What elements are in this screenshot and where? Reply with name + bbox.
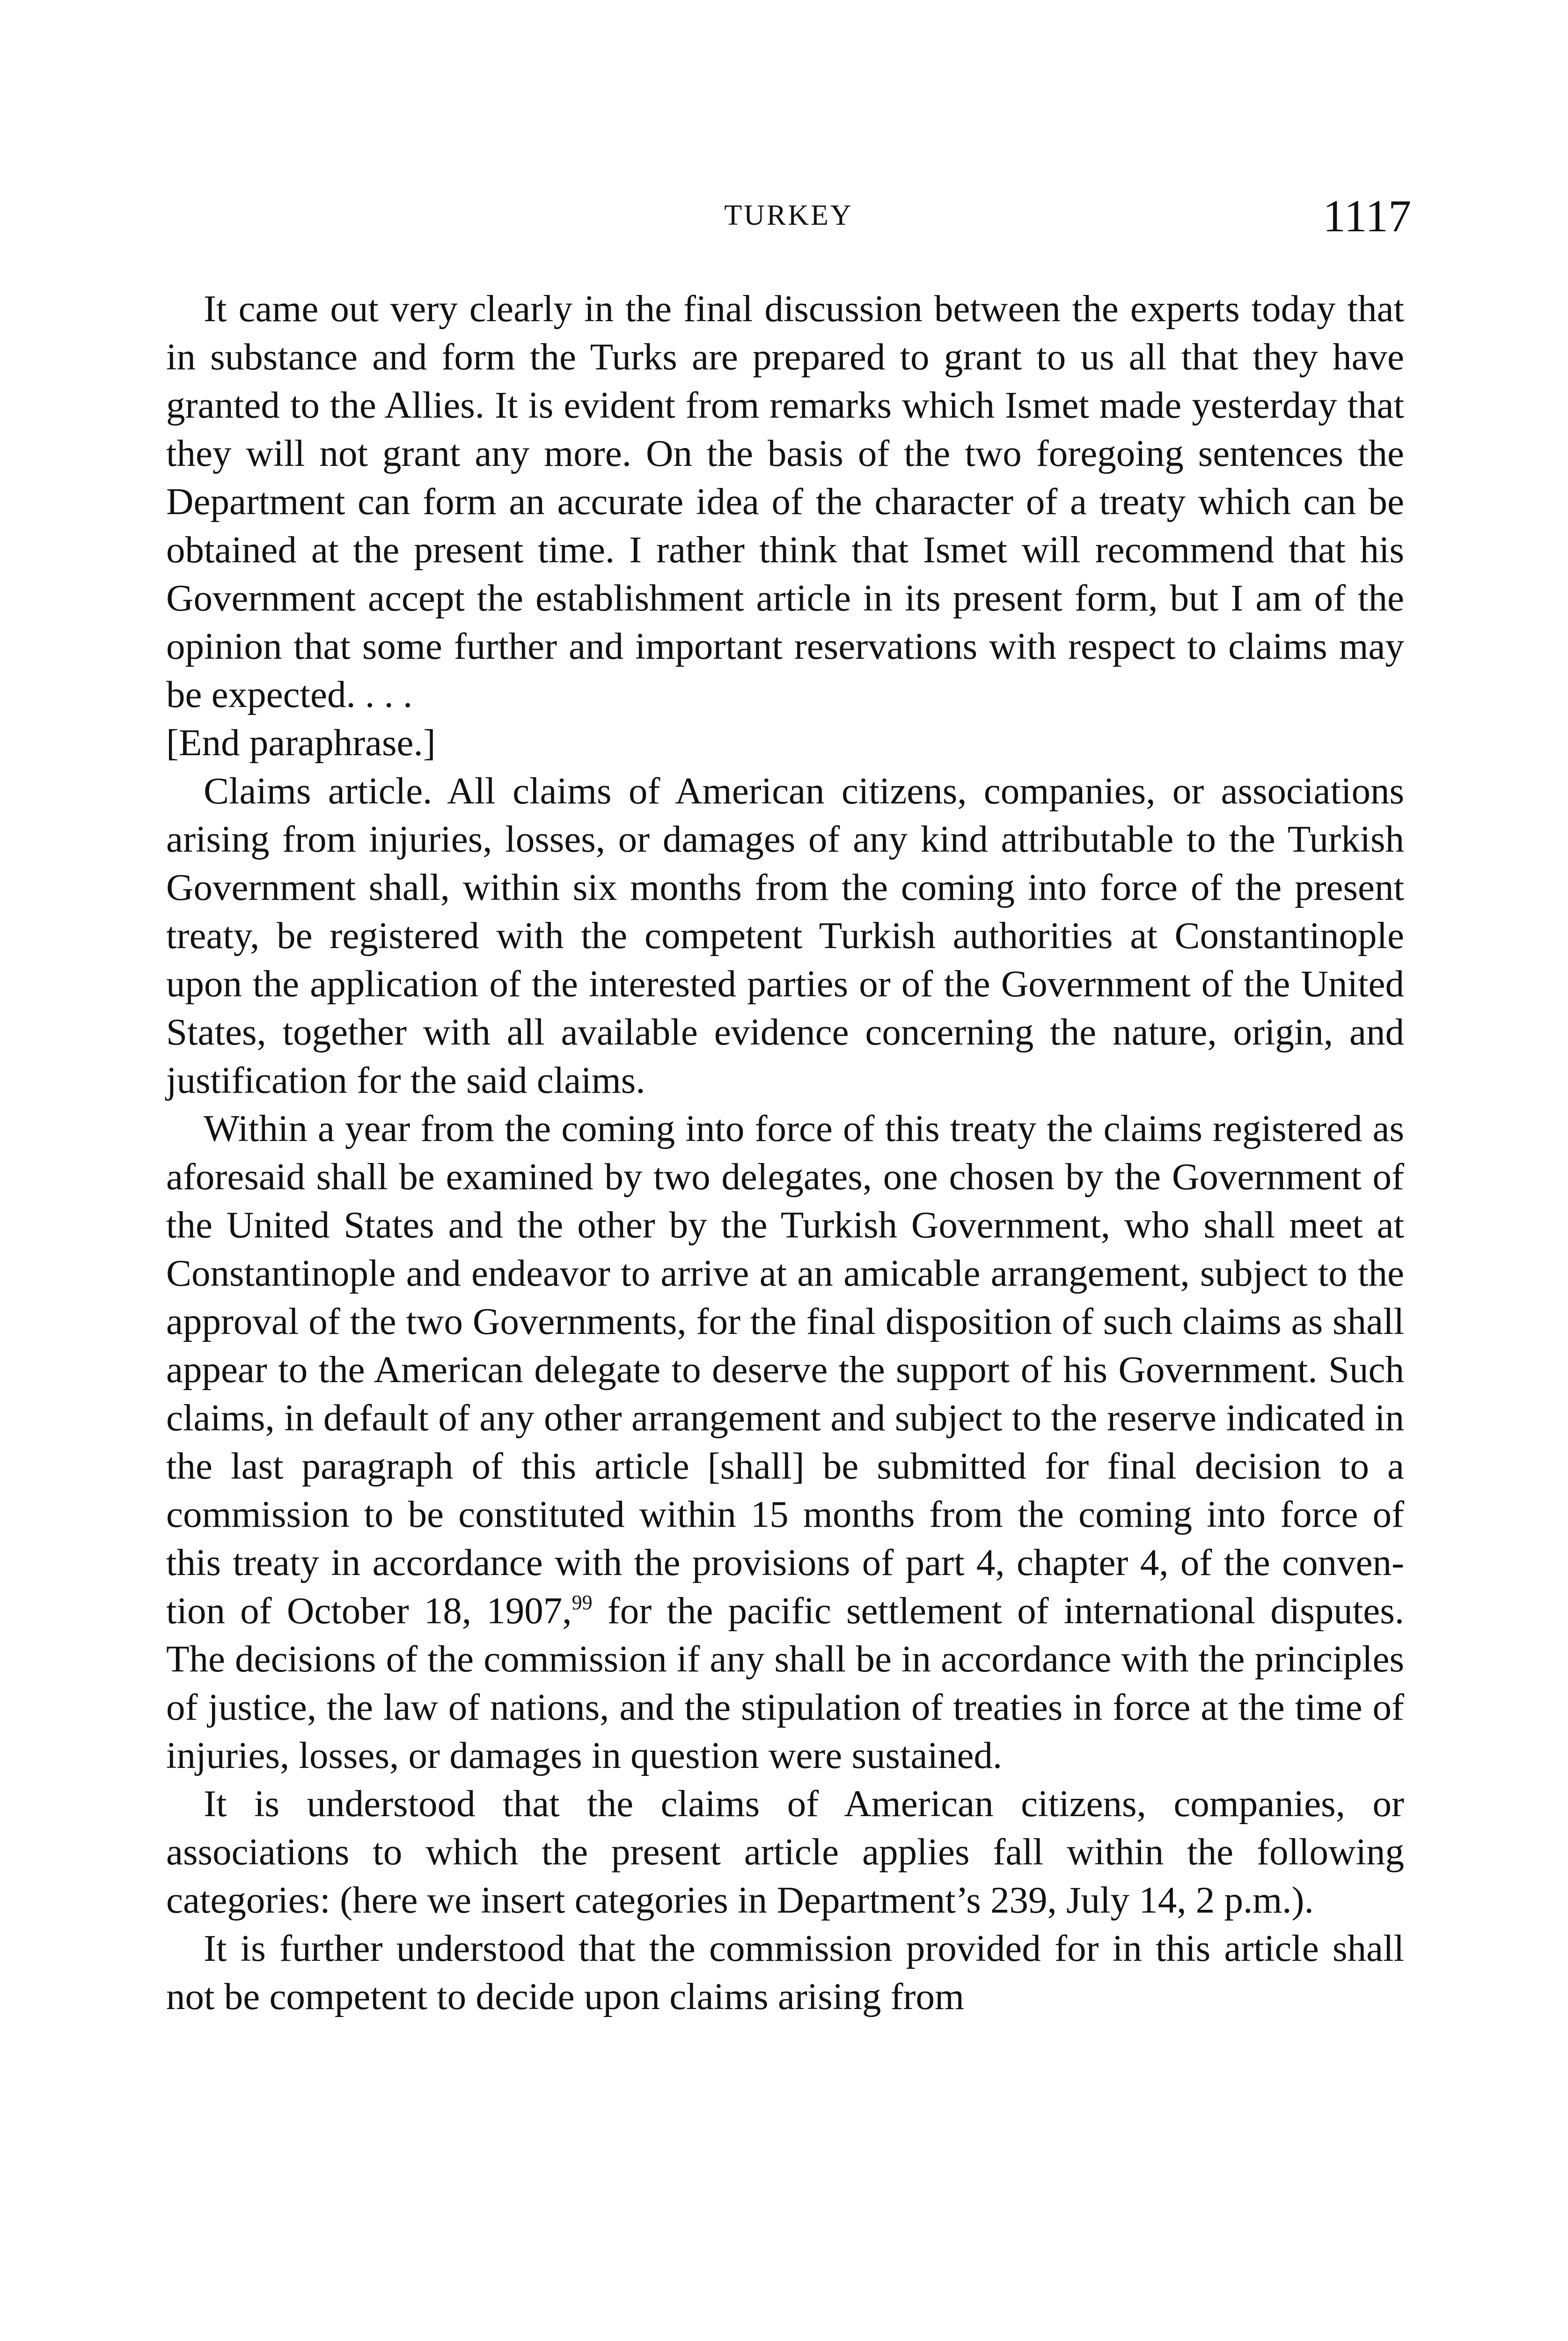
running-head bbox=[166, 191, 1411, 253]
paragraph-claims-examination-part-a: Within a year from the coming into force of this treaty the claims registered as aforesaid shall be examined by two delegates, one chosen by the Government of the United States and the other by the Turkish Government, who shall meet at Constantinople and endeavor to arrive at an amicable arrangement, subject to the approval of the two Governments, for the final disposition of such claims as shall appear to the American delegate to deserve the support of his Government. Such claims, in default of any other arrangement and subject to the reserve indicated in the last paragraph of this article [shall] be submitted for final decision to a commission to be constituted within 15 months from the coming into force of this treaty in accordance with the provisions of part 4, chapter 4, of the convention of October 18, 1907, bbox=[166, 1107, 1404, 1632]
page-number: 1117 bbox=[1323, 191, 1411, 242]
paragraph-claims-categories: It is understood that the claims of American citizens, companies, or associations to which the present article applies fall within the following categories: (here we insert categories in Department’s 239, July 14, 2 p.m.). bbox=[166, 1782, 1404, 1921]
paragraph-claims-examination-part-b: for the pacific settlement of international disputes. The decisions of the commission if any shall be in accordance with the principles of justice, the law of nations, and the stipulation of treaties in force at the time of injuries, losses, or damages in question were sustained. bbox=[166, 1590, 1405, 1776]
paragraph-claims-article: Claims article. All claims of American citizens, companies, or associations arising from injuries, losses, or damages of any kind attributable to the Turkish Government shall, within six months from the coming into force of the present treaty, be registered with the competent Turkish authorities at Constantinople upon the application of the interested parties or of the Government of the United States, together with all available evidence concerning the nature, origin, and justification for the said claims. bbox=[166, 770, 1404, 1101]
running-title: TURKEY bbox=[724, 199, 853, 231]
paragraph-claims-examination bbox=[166, 1104, 1404, 1780]
footnote-reference: 99 bbox=[572, 1591, 593, 1614]
paragraph-end-paraphrase: [End paraphrase.] bbox=[166, 721, 436, 764]
body-text bbox=[166, 285, 1404, 2021]
paragraph-commission-competence: It is further understood that the commission provided for in this article shall not be competent to decide upon claims arising from bbox=[166, 1927, 1404, 2017]
paragraph-experts-discussion: It came out very clearly in the final discussion between the experts today that in substance and form the Turks are prepared to grant to us all that they have granted to the Allies. It is evident from remarks which Ismet made yesterday that they will not grant any more. On the basis of the two foregoing sentences the Department can form an accurate idea of the character of a treaty which can be obtained at the present time. I rather think that Ismet will recommend that his Government accept the establishment article in its present form, but I am of the opinion that some further and important reservations with respect to claims may be expected. . . . bbox=[166, 287, 1404, 715]
